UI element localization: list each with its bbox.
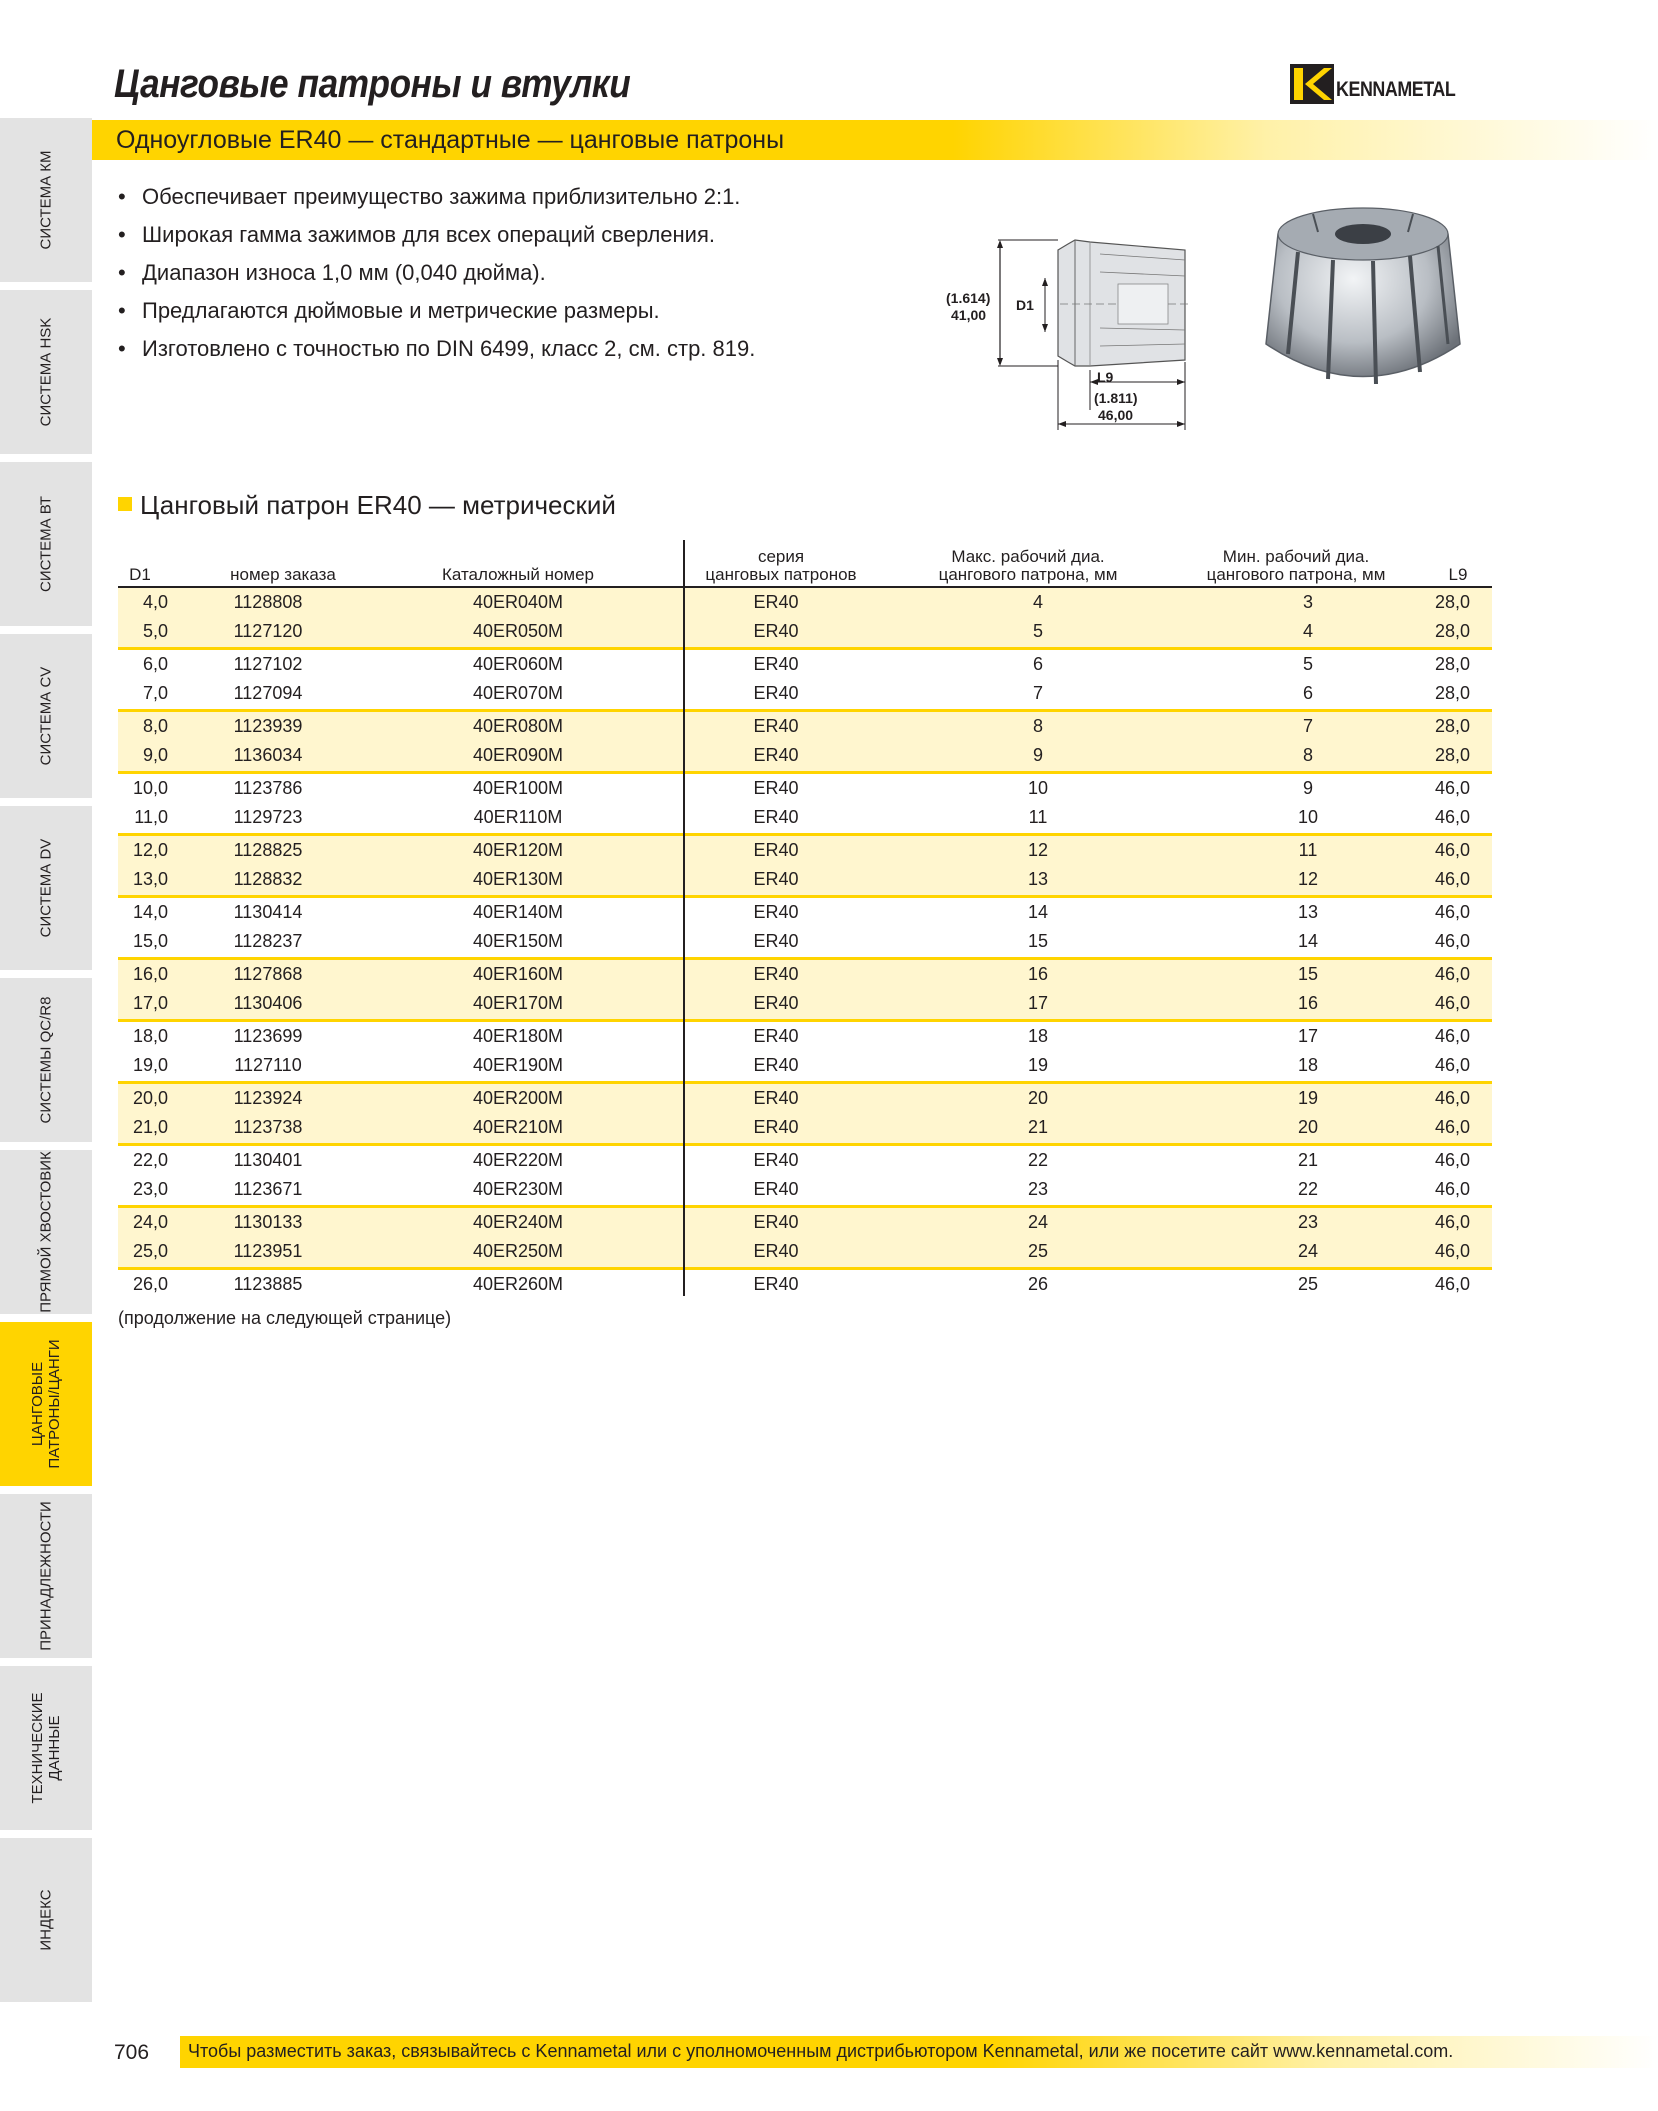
cell-d1: 17,0 [132, 993, 168, 1013]
cell-d1: 12,0 [132, 840, 168, 860]
cell-l9: 46,0 [1434, 1026, 1470, 1046]
cell-min-diameter: 18 [1297, 1055, 1319, 1075]
cell-catalog-number: 40ER080M [472, 716, 564, 736]
sidebar-tab-cv[interactable] [0, 634, 92, 802]
cell-d1: 14,0 [132, 902, 168, 922]
cell-l9: 46,0 [1434, 1274, 1470, 1294]
table-row [118, 927, 1492, 956]
header-max-diameter [918, 548, 1138, 584]
kennametal-logo [1290, 64, 1490, 104]
cell-l9: 46,0 [1434, 1241, 1470, 1261]
cell-max-diameter: 17 [1027, 993, 1049, 1013]
cell-order-number: 1130414 [233, 902, 303, 922]
cell-order-number: 1123939 [233, 716, 303, 736]
cell-d1: 24,0 [132, 1212, 168, 1232]
cell-series: ER40 [753, 993, 799, 1013]
cell-max-diameter: 12 [1027, 840, 1049, 860]
sidebar-tab-label: ТЕХНИЧЕСКИЕ ДАННЫЕ [29, 1692, 63, 1804]
cell-catalog-number: 40ER070M [472, 683, 564, 703]
sidebar-tab-hsk[interactable] [0, 290, 92, 458]
cell-l9: 46,0 [1434, 931, 1470, 951]
cell-min-diameter: 24 [1297, 1241, 1319, 1261]
table-row-group [118, 960, 1492, 1022]
sidebar-tab-label: СИСТЕМА ВТ [37, 496, 55, 592]
cell-catalog-number: 40ER190M [472, 1055, 564, 1075]
cell-order-number: 1127094 [233, 683, 303, 703]
cell-min-diameter: 21 [1297, 1150, 1319, 1170]
feature-item: • Обеспечивает преимущество зажима приблизительно 2:1. [118, 178, 878, 216]
sidebar-tab-km[interactable] [0, 118, 92, 286]
cell-d1: 22,0 [132, 1150, 168, 1170]
cell-order-number: 1128825 [233, 840, 303, 860]
cell-series: ER40 [753, 1026, 799, 1046]
sidebar-tab-label: СИСТЕМЫ QC/R8 [37, 996, 55, 1124]
cell-catalog-number: 40ER120M [472, 840, 564, 860]
table-row [118, 803, 1492, 832]
continued-note: (продолжение на следующей странице) [118, 1308, 452, 1328]
cell-min-diameter: 20 [1297, 1117, 1319, 1137]
feature-item: • Предлагаются дюймовые и метрические размеры. [118, 292, 878, 330]
cell-max-diameter: 6 [1032, 654, 1043, 674]
cell-series: ER40 [753, 1117, 799, 1137]
cell-d1: 10,0 [132, 778, 168, 798]
sidebar-tab-label: ПРЯМОЙ ХВОСТОВИК [37, 1151, 55, 1313]
sidebar-tab-straight-shank[interactable] [0, 1150, 92, 1318]
cell-min-diameter: 5 [1302, 654, 1313, 674]
cell-d1: 6,0 [142, 654, 168, 674]
cell-series: ER40 [753, 745, 799, 765]
table-row-group [118, 712, 1492, 774]
cell-order-number: 1123885 [233, 1274, 303, 1294]
cell-l9: 28,0 [1434, 745, 1470, 765]
table-row [118, 989, 1492, 1018]
cell-l9: 28,0 [1434, 683, 1470, 703]
cell-catalog-number: 40ER260M [472, 1274, 564, 1294]
cell-l9: 46,0 [1434, 869, 1470, 889]
cell-order-number: 1123699 [233, 1026, 303, 1046]
cell-order-number: 1128832 [233, 869, 303, 889]
cell-max-diameter: 18 [1027, 1026, 1049, 1046]
cell-max-diameter: 7 [1032, 683, 1043, 703]
sidebar-tab-label: ИНДЕКС [37, 1889, 55, 1951]
cell-series: ER40 [753, 840, 799, 860]
header-d1: D1 [129, 565, 151, 584]
cell-l9: 28,0 [1434, 592, 1470, 612]
cell-l9: 46,0 [1434, 1150, 1470, 1170]
cell-l9: 28,0 [1434, 621, 1470, 641]
drawing-d1-label: D1 [1016, 297, 1034, 313]
table-row [118, 617, 1492, 646]
table-row [118, 865, 1492, 894]
cell-order-number: 1123786 [233, 778, 303, 798]
cell-d1: 5,0 [142, 621, 168, 641]
page-number: 706 [114, 2041, 150, 2064]
header-max-line1: Макс. рабочий диа. [951, 547, 1105, 566]
cell-catalog-number: 40ER090M [472, 745, 564, 765]
header-series-line1: серия [757, 547, 805, 566]
cell-l9: 46,0 [1434, 964, 1470, 984]
sidebar-tab-label: ЦАНГОВЫЕ ПАТРОНЫ/ЦАНГИ [29, 1339, 63, 1469]
sidebar-tab-label: СИСТЕМА КМ [37, 150, 55, 250]
table-row-group [118, 1022, 1492, 1084]
cell-series: ER40 [753, 902, 799, 922]
table-row [118, 1022, 1492, 1051]
table-row [118, 898, 1492, 927]
cell-max-diameter: 8 [1032, 716, 1043, 736]
cell-l9: 46,0 [1434, 1117, 1470, 1137]
collet-technical-drawing [940, 232, 1210, 432]
feature-list [118, 178, 878, 368]
sidebar-tab-accessories[interactable] [0, 1494, 92, 1662]
cell-d1: 4,0 [142, 592, 168, 612]
sidebar-tab-label: СИСТЕМА DV [37, 838, 55, 938]
cell-series: ER40 [753, 931, 799, 951]
kennametal-logo-icon [1290, 64, 1334, 104]
sidebar-tab-label: СИСТЕМА CV [37, 666, 55, 766]
cell-l9: 46,0 [1434, 993, 1470, 1013]
cell-min-diameter: 15 [1297, 964, 1319, 984]
table-row [118, 836, 1492, 865]
table-row [118, 774, 1492, 803]
collet-table [118, 540, 1492, 1301]
header-catalog-number: Каталожный номер [441, 565, 595, 584]
cell-order-number: 1123951 [233, 1241, 303, 1261]
cell-l9: 46,0 [1434, 1179, 1470, 1199]
cell-series: ER40 [753, 1055, 799, 1075]
cell-series: ER40 [753, 1179, 799, 1199]
table-row-group [118, 1146, 1492, 1208]
cell-d1: 8,0 [142, 716, 168, 736]
cell-d1: 15,0 [132, 931, 168, 951]
cell-catalog-number: 40ER220M [472, 1150, 564, 1170]
cell-max-diameter: 11 [1028, 807, 1048, 827]
table-row [118, 1084, 1492, 1113]
table-row-group [118, 1208, 1492, 1270]
table-row-group [118, 588, 1492, 650]
cell-max-diameter: 16 [1027, 964, 1049, 984]
table-row-group [118, 650, 1492, 712]
cell-catalog-number: 40ER140M [472, 902, 564, 922]
sidebar-tab-bt[interactable] [0, 462, 92, 630]
cell-order-number: 1123924 [233, 1088, 303, 1108]
footer-text: Чтобы разместить заказ, связывайтесь с Kennametal или с уполномоченным дистрибьютором Kennametal, или же посетите сайт www.kennametal.com. [188, 2041, 1454, 2061]
cell-max-diameter: 13 [1027, 869, 1049, 889]
cell-order-number: 1129723 [233, 807, 303, 827]
cell-series: ER40 [753, 1088, 799, 1108]
cell-min-diameter: 9 [1302, 778, 1313, 798]
sidebar-tab-label: СИСТЕМА HSK [37, 317, 55, 427]
cell-series: ER40 [753, 1274, 799, 1294]
cell-series: ER40 [753, 964, 799, 984]
cell-order-number: 1128808 [233, 592, 303, 612]
cell-catalog-number: 40ER100M [472, 778, 564, 798]
cell-max-diameter: 15 [1027, 931, 1049, 951]
cell-order-number: 1130406 [233, 993, 303, 1013]
header-min-diameter [1186, 548, 1406, 584]
cell-catalog-number: 40ER170M [472, 993, 564, 1013]
cell-d1: 21,0 [132, 1117, 168, 1137]
cell-min-diameter: 22 [1297, 1179, 1319, 1199]
cell-d1: 26,0 [132, 1274, 168, 1294]
subtitle-bar [92, 120, 1658, 160]
cell-max-diameter: 14 [1027, 902, 1049, 922]
cell-l9: 46,0 [1434, 840, 1470, 860]
table-row [118, 588, 1492, 617]
cell-min-diameter: 3 [1302, 592, 1313, 612]
cell-min-diameter: 13 [1297, 902, 1319, 922]
header-order-number: номер заказа [230, 565, 336, 584]
cell-series: ER40 [753, 778, 799, 798]
cell-min-diameter: 6 [1302, 683, 1313, 703]
table-row [118, 679, 1492, 708]
cell-max-diameter: 21 [1027, 1117, 1049, 1137]
cell-order-number: 1123738 [233, 1117, 303, 1137]
cell-catalog-number: 40ER160M [472, 964, 564, 984]
cell-catalog-number: 40ER150M [472, 931, 564, 951]
cell-min-diameter: 11 [1298, 840, 1318, 860]
cell-order-number: 1128237 [233, 931, 303, 951]
cell-order-number: 1127102 [233, 654, 303, 674]
section-title: Цанговый патрон ER40 — метрический [140, 490, 616, 520]
table-row [118, 1146, 1492, 1175]
cell-l9: 46,0 [1434, 778, 1470, 798]
sidebar-tab-qc-r8[interactable] [0, 978, 92, 1146]
cell-d1: 16,0 [132, 964, 168, 984]
cell-order-number: 1127868 [233, 964, 303, 984]
cell-d1: 11,0 [134, 807, 168, 827]
cell-d1: 25,0 [132, 1241, 168, 1261]
table-row-group [118, 836, 1492, 898]
cell-min-diameter: 16 [1297, 993, 1319, 1013]
cell-max-diameter: 10 [1027, 778, 1049, 798]
drawing-length-inch: (1.811) [1094, 390, 1138, 406]
cell-order-number: 1123671 [233, 1179, 303, 1199]
table-row-group [118, 1084, 1492, 1146]
cell-l9: 46,0 [1434, 1055, 1470, 1075]
header-l9: L9 [1448, 565, 1468, 584]
header-series-line2: цанговых патронов [705, 565, 857, 584]
cell-d1: 20,0 [132, 1088, 168, 1108]
collet-product-image [1248, 194, 1478, 404]
drawing-l9-label: L9 [1097, 369, 1114, 385]
section-marker-icon [118, 497, 132, 511]
cell-catalog-number: 40ER040M [472, 592, 564, 612]
cell-max-diameter: 23 [1027, 1179, 1049, 1199]
feature-item: • Диапазон износа 1,0 мм (0,040 дюйма). [118, 254, 878, 292]
logo-text: KENNAMETAL [1336, 78, 1456, 101]
table-row [118, 1237, 1492, 1266]
cell-series: ER40 [753, 1212, 799, 1232]
table-row [118, 741, 1492, 770]
cell-catalog-number: 40ER240M [472, 1212, 564, 1232]
cell-min-diameter: 25 [1297, 1274, 1319, 1294]
cell-catalog-number: 40ER230M [472, 1179, 564, 1199]
cell-series: ER40 [753, 1241, 799, 1261]
table-divider [683, 540, 685, 1296]
cell-min-diameter: 7 [1302, 716, 1313, 736]
feature-item: • Изготовлено с точностью по DIN 6499, класс 2, см. стр. 819. [118, 330, 878, 368]
cell-min-diameter: 14 [1297, 931, 1319, 951]
header-min-line2: цангового патрона, мм [1206, 565, 1386, 584]
header-series [696, 548, 866, 584]
sidebar-tab-index[interactable] [0, 1838, 92, 2006]
cell-order-number: 1130401 [233, 1150, 303, 1170]
feature-item: • Широкая гамма зажимов для всех операций сверления. [118, 216, 878, 254]
cell-max-diameter: 22 [1027, 1150, 1049, 1170]
cell-max-diameter: 26 [1027, 1274, 1049, 1294]
cell-catalog-number: 40ER060M [472, 654, 564, 674]
cell-l9: 46,0 [1434, 1088, 1470, 1108]
table-row-group [118, 898, 1492, 960]
table-row [118, 712, 1492, 741]
sidebar-tab-technical-data[interactable] [0, 1666, 92, 1834]
cell-l9: 28,0 [1434, 654, 1470, 674]
cell-l9: 46,0 [1434, 902, 1470, 922]
table-header [118, 540, 1492, 588]
cell-min-diameter: 10 [1297, 807, 1319, 827]
cell-d1: 23,0 [132, 1179, 168, 1199]
cell-order-number: 1136034 [233, 745, 303, 765]
cell-series: ER40 [753, 654, 799, 674]
table-row [118, 1051, 1492, 1080]
cell-series: ER40 [753, 592, 799, 612]
cell-d1: 13,0 [132, 869, 168, 889]
cell-catalog-number: 40ER050M [472, 621, 564, 641]
cell-max-diameter: 25 [1027, 1241, 1049, 1261]
subtitle: Одноугловые ER40 — стандартные — цанговые патроны [116, 126, 785, 154]
sidebar-tab-collet-chucks[interactable] [0, 1322, 92, 1490]
cell-d1: 19,0 [132, 1055, 168, 1075]
drawing-length-mm: 46,00 [1098, 407, 1134, 423]
cell-catalog-number: 40ER110M [473, 807, 563, 827]
page-title: Цанговые патроны и втулки [114, 62, 631, 106]
header-max-line2: цангового патрона, мм [938, 565, 1118, 584]
table-row [118, 960, 1492, 989]
cell-order-number: 1127120 [233, 621, 303, 641]
cell-max-diameter: 4 [1032, 592, 1043, 612]
cell-catalog-number: 40ER180M [472, 1026, 564, 1046]
cell-l9: 46,0 [1434, 807, 1470, 827]
cell-min-diameter: 4 [1302, 621, 1313, 641]
cell-min-diameter: 23 [1297, 1212, 1319, 1232]
table-body [118, 588, 1492, 1301]
cell-max-diameter: 9 [1032, 745, 1043, 765]
cell-min-diameter: 8 [1302, 745, 1313, 765]
table-row-group [118, 1270, 1492, 1301]
sidebar-tab-label: ПРИНАДЛЕЖНОСТИ [37, 1501, 55, 1651]
cell-max-diameter: 24 [1027, 1212, 1049, 1232]
cell-series: ER40 [753, 869, 799, 889]
table-row [118, 1270, 1492, 1299]
cell-d1: 9,0 [142, 745, 168, 765]
cell-max-diameter: 20 [1027, 1088, 1049, 1108]
table-row [118, 1113, 1492, 1142]
cell-catalog-number: 40ER250M [472, 1241, 564, 1261]
cell-max-diameter: 19 [1027, 1055, 1049, 1075]
cell-series: ER40 [753, 716, 799, 736]
cell-min-diameter: 17 [1297, 1026, 1319, 1046]
cell-min-diameter: 19 [1297, 1088, 1319, 1108]
table-row [118, 650, 1492, 679]
cell-order-number: 1130133 [233, 1212, 303, 1232]
cell-l9: 28,0 [1434, 716, 1470, 736]
cell-l9: 46,0 [1434, 1212, 1470, 1232]
cell-min-diameter: 12 [1297, 869, 1319, 889]
cell-order-number: 1127110 [234, 1055, 302, 1075]
cell-catalog-number: 40ER200M [472, 1088, 564, 1108]
cell-d1: 18,0 [132, 1026, 168, 1046]
cell-catalog-number: 40ER130M [472, 869, 564, 889]
cell-series: ER40 [753, 807, 799, 827]
header-min-line1: Мин. рабочий диа. [1222, 547, 1370, 566]
cell-d1: 7,0 [142, 683, 168, 703]
cell-series: ER40 [753, 621, 799, 641]
cell-series: ER40 [753, 1150, 799, 1170]
table-row [118, 1175, 1492, 1204]
cell-catalog-number: 40ER210M [472, 1117, 564, 1137]
table-row-group [118, 774, 1492, 836]
drawing-height-inch: (1.614) [946, 290, 991, 306]
sidebar-tab-dv[interactable] [0, 806, 92, 974]
sidebar [0, 118, 92, 2018]
drawing-height-mm: 41,00 [951, 307, 987, 323]
cell-series: ER40 [753, 683, 799, 703]
footer-bar [180, 2036, 1658, 2068]
cell-max-diameter: 5 [1032, 621, 1043, 641]
table-row [118, 1208, 1492, 1237]
